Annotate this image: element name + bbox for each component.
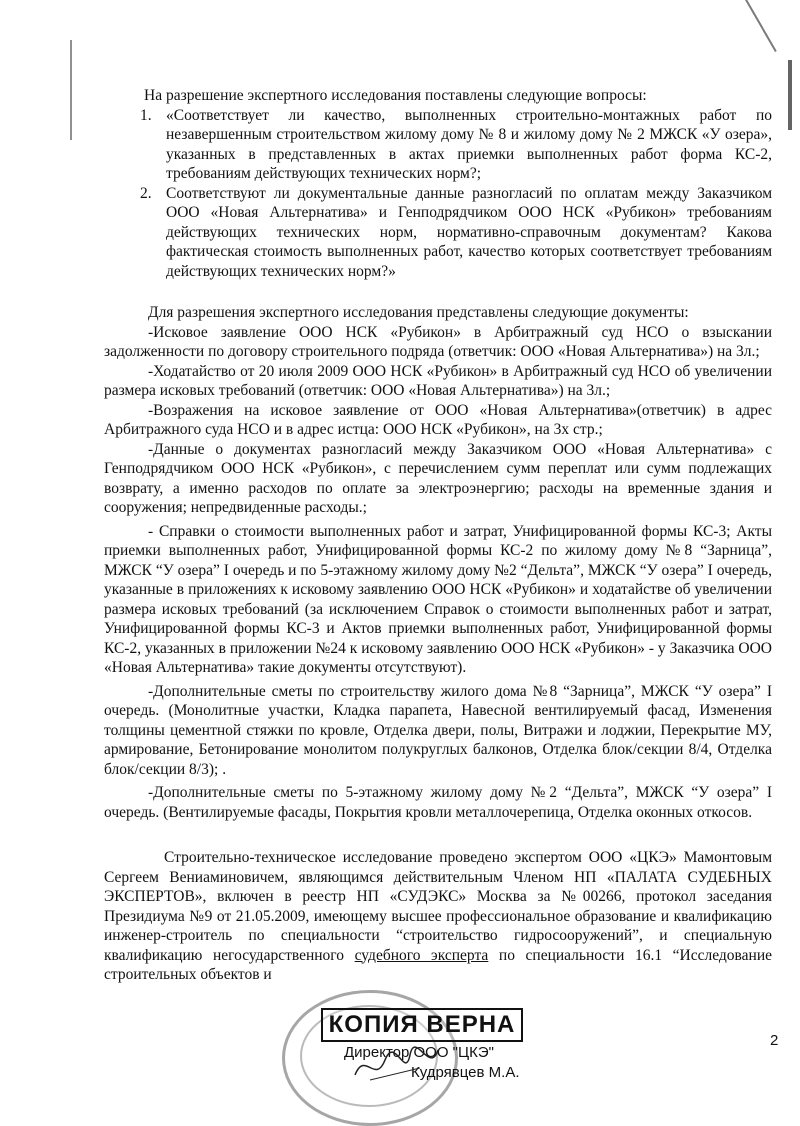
copy-certified-stamp — [321, 1008, 523, 1042]
page-number: 2 — [770, 1032, 779, 1049]
expert-paragraph-underlined: судебного эксперта — [354, 946, 489, 964]
question-text: Соответствуют ли документальные данные разногласий по оплатам между Заказчиком ООО «Новая Альтернатива» и Генподрядчиком ООО НСК «Рубикон» требованиям действующих технических норм, нормативно-справочным документам? Какова фактическая стоимость выполненных работ, качество которых соответствует требованиям действующих технических норм?» — [166, 184, 772, 280]
document-body — [104, 86, 772, 985]
scan-edge-mark-left — [70, 40, 72, 140]
document-item: - Справки о стоимости выполненных работ и затрат, Унифицированной формы КС-3; Акты приемки выполненных работ, Унифицированной формы КС-2 по жилому дому №8 “Зарница”, МЖСК “У озера” I очередь и по 5-этажному жилому дому №2 “Дельта”, МЖСК “У озера” I очередь, указанные в приложениях к исковому заявлению ООО НСК «Рубикон» и ходатайстве об увеличении размера исковых требований (за исключением Справок о стоимости выполненных работ и затрат, Унифицированной формы КС-3 и Актов приемки выполненных работ, Унифицированной формы КС-2, указанных в приложении №24 к исковому заявлению ООО НСК «Рубикон» - у Заказчика ООО «Новая Альтернатива» такие документы отсутствуют). — [104, 522, 772, 676]
copy-certified-label: КОПИЯ ВЕРНА — [328, 1011, 516, 1039]
questions-list — [104, 106, 772, 282]
document-item: -Дополнительные сметы по 5-этажному жилому дому №2 “Дельта”, МЖСК “У озера” I очередь. (Вентилируемые фасады, Покрытия кровли металлочерепица, Отделка оконных откосов. — [104, 784, 772, 821]
documents-heading: Для разрешения экспертного исследования представлены следующие документы: — [148, 304, 689, 321]
expert-paragraph-main: Строительно-техническое исследование проведено экспертом ООО «ЦКЭ» Мамонтовым Сергеем Вениаминовичем, являющимся действительным Членом НП «ПАЛАТА СУДЕБНЫХ ЭКСПЕРТОВ», включен в реестр НП «СУДЭКС» Москва за №00266, протокол заседания Президиума №9 от 21.05.2009, имеющему высшее профессиональное образование и квалификацию инженер-строитель по специальности “строительство гидросооружений”, и специальную квалификацию негосударственного — [104, 849, 772, 964]
handwritten-signature — [350, 1040, 440, 1090]
question-number: 2. — [140, 184, 152, 202]
questions-heading: На разрешение экспертного исследования поставлены следующие вопросы: — [144, 87, 647, 104]
document-item: -Ходатайство от 20 июля 2009 ООО НСК «Рубикон» в Арбитражный суд НСО об увеличении размера исковых требований (ответчик: ООО «Новая Альтернатива») на 3л.; — [104, 362, 772, 399]
document-item: -Данные о документах разногласий между Заказчиком ООО «Новая Альтернатива» с Генподрядчиком ООО НСК «Рубикон», с перечислением сумм переплат или сумм подлежащих возврату, а именно расходов по оплате за электроэнергию; расходы на временные здания и сооружения; непредвиденные расходы.; — [104, 440, 772, 516]
scan-edge-mark-right-2 — [788, 60, 792, 130]
signer-name: Кудрявцев М.А. — [411, 1064, 520, 1081]
question-item — [104, 106, 772, 184]
scan-edge-mark-right — [745, 0, 777, 52]
document-item: -Возражения на исковое заявление от ООО «Новая Альтернатива»(ответчик) в адрес Арбитражного суда НСО и в адрес истца: ООО НСК «Рубикон», на 3х стр.; — [104, 401, 772, 438]
question-text: «Соответствует ли качество, выполненных строительно-монтажных работ по незавершенным строительством жилому дому № 8 и жилому дому № 2 МЖСК «У озера», указанных в представленных в актах приемки выполненных работ форма КС-2, требованиям действующих технических норм?; — [166, 106, 772, 182]
question-number: 1. — [140, 106, 152, 124]
expert-paragraph — [104, 848, 772, 985]
question-item — [104, 184, 772, 282]
document-item: -Исковое заявление ООО НСК «Рубикон» в Арбитражный суд НСО о взыскании задолженности по договору строительного подряда (ответчик: ООО «Новая Альтернатива») на 3л.; — [104, 323, 772, 360]
director-line: Директор ООО "ЦКЭ" — [344, 1044, 494, 1061]
expert-paragraph-tail: по специальности 16.1 “Исследование строительных объектов и — [104, 946, 772, 983]
document-item: -Дополнительные сметы по строительству жилого дома №8 “Зарница”, МЖСК “У озера” I очередь. (Монолитные участки, Кладка парапета, Навесной вентилируемый фасад, Изменения толщины цементной стяжки по кровле, Отделка двери, полы, Витражи и лоджии, Перекрытие МУ, армирование, Бетонирование монолитом полукруглых балконов, Отделка блок/секции 8/4, Отделка блок/секции 8/3); . — [104, 682, 772, 778]
